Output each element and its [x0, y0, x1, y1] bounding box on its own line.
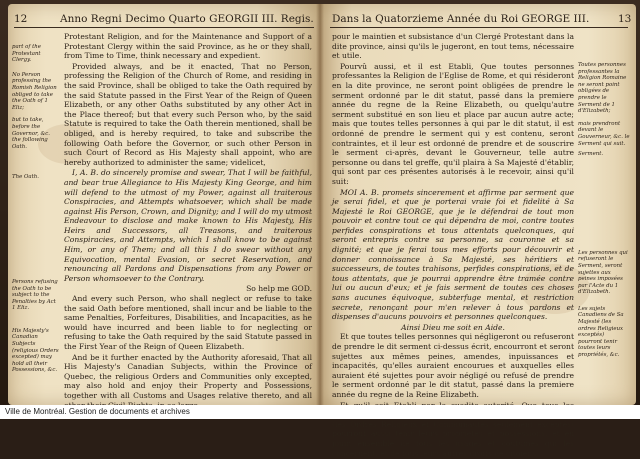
margin-note: Les personnes qui refuseront le Serment, seront sujettes aux peines imposées par l'Acte du 1 d'Elizabeth.: [578, 249, 628, 296]
paragraph: Provided always, and be it enacted, That no Person, professing the Religion of the Church of Rome, and residing in the said Province, shall be obliged to take the Oath required by the said Statute passed in the First Year of the Reign of Queen Elizabeth, or any other Oaths substituted by any other Act in the Place thereof; but that every such Person who, by the said Statute is required to take the Oath therein mentioned, shall be obliged, and is hereby required, to take and subscribe the following Oath before the Governor, or such other Person in such Court of Record as His Majesty shall appoint, who are hereby authorized to administer the same; videlicet,: [64, 61, 312, 167]
book-gutter: [316, 4, 324, 405]
margin-note: Toutes personnes professantes la Religion Romaine ne seront point obligées de prendre le Serment de 1 d'Elizabeth;: [578, 62, 627, 115]
oath-closing: Ainsi Dieu me soit en Aide.: [401, 322, 505, 332]
paragraph: pour le maintien et subsistance d'un Clergé Protestant dans la dite province, ainsi qu'ils le jugeront, en tout tems, nécessaire et utile.: [332, 32, 574, 61]
archive-credit: Ville de Montréal. Gestion de documents et archives: [0, 405, 640, 419]
right-body-text: [332, 32, 574, 459]
right-marginalia: [578, 62, 630, 361]
left-running-head: Anno Regni Decimo Quarto GEORGII III. Regis.: [60, 13, 314, 25]
margin-note: The Oath.: [12, 174, 39, 181]
left-page-number: 12: [14, 13, 28, 25]
right-page-number: 13: [618, 13, 632, 25]
margin-note: part of the Protestant Clergy.: [12, 44, 41, 64]
paragraph: Protestant Religion, and for the Maintenance and Support of a Protestant Clergy within the said Province, as he or they shall, from Time to Time, think necessary and expedient.: [64, 32, 312, 61]
margin-note: but to take, before the Governor, &c. the following Oath.: [12, 117, 51, 150]
header-rule: [330, 27, 628, 28]
oath-paragraph: I, A. B. do sincerely promise and swear, That I will be faithful, and bear true Allegiance to His Majesty King George, and him will defend to the utmost of my Power, against all traiterous Conspiracies, and Attempts whatsoever, which shall be made against His Person, Crown, and Dignity; and I will do my utmost Endeavour to disclose and make known to His Majesty, His Heirs and Successors, all Treasons, and traiterous Conspiracies, and Attempts, which I shall know to be against Him, or any of Them; and all this I do swear without any Equivocation, mental Evasion, or secret Reservation, and renouncing all Pardons and Dispensations from any Power or Person whomsoever to the Contrary.: [64, 168, 312, 283]
header-rule: [14, 27, 314, 28]
margin-note: Les sujets Canadiens de Sa Majesté (les ordres Religieux exceptés) pourront tenir toutes leurs propriétés, &c.: [578, 305, 624, 359]
paragraph: Pourvû aussi, et il est Etabli, Que toutes personnes professantes la Religion de l'Eglise de Rome, et qui résideront en la dite province, ne seront point obligées de prendre le serment ordonné par le dit statut, passé dans la premiere année du regne de la Reine Elizabeth, ou quelqu'autre serment substitué en son lieu et place par aucun autre acte; mais que toutes telles personnes à qui par le dit statut, il est ordonné de prendre le serment qui y est contenu, seront contraintes, et il leur est ordonné de prendre et de souscrire le serment ci-après, devant le Gouverneur, telle autre personne ou dans tel greffe, qu'il plaira à Sa Majesté d'établir, qui sont par ces présentes autorisés à le recevoir, ainsi qu'il suit:: [332, 61, 574, 186]
right-running-head: Dans la Quatorzieme Année du Roi GEORGE III.: [332, 13, 590, 25]
margin-note: Persons refusing the Oath to be subject to the Penalties by Act 1 Eliz.: [12, 278, 58, 312]
oath-closing: So help me GOD.: [246, 284, 312, 294]
paragraph: And every such Person, who shall neglect or refuse to take the said Oath before mentioned, shall incur and be liable to the same Penalties, Forfeitures, Disabilities, and Incapacities, as he would have incurred and been liable to for neglecting or refusing to take the Oath required by the said Statute passed in the First Year of the Reign of Queen Elizabeth.: [64, 294, 312, 351]
paragraph: And be it further enacted by the Authority aforesaid, That all His Majesty's Canadian Subjects, within the Province of Quebec, the religious Orders and Communities only excepted, may also hold and enjoy their Property and Possessions, together with all Customs and Usages relative thereto, and all: [64, 352, 312, 400]
left-body-text: [64, 32, 312, 411]
margin-note: Serment.: [578, 151, 604, 158]
margin-note: mais prendront devant le Gouverneur, &c. le Serment qui suit.: [578, 120, 630, 147]
paragraph: (les Ordres Religieux et Communautés seulement exceptés) pourront aussi tenir leurs propriétés et possessions, et en jouir, ensemble de tous les usages et coutumes qui les concernent, et de tous leurs autres droits de citoiens,: [332, 419, 574, 458]
right-page: [320, 4, 636, 458]
oath-paragraph: MOI A. B. promets sincerement et affirme par serment que je serai fidel, et que je porterai vraie foi et fidelité à Sa Majesté le Roi GEORGE, que je le défendrai de tout mon pouvoir et contre tout ce qui dépendra de moi, contre toutes perfides conspirations et tous attentats quelconques, qui seront entrepris contre sa personne, sa couronne et sa dignité; et que je ferai tous mes efforts pour découvrir et donner connoissance à Sa Majesté, ses héritiers et successeurs, de toutes trahisons, perfides conspirations, et de tous attentats, que je pourrai apprendre être tramée contre lui ou aucun d'eux; et je fais serment de toutes ces choses sans aucunes équivoque, subterfuge mental, et restriction secrete, renonçant pour m'en relever à tous pardons et dispenses d'aucuns pouvoirs et personnes quelconques.: [332, 187, 574, 322]
left-page: [8, 4, 320, 405]
margin-note: No Person professing the Romish Religion obliged to take the Oath of 1 Eliz;: [12, 71, 57, 111]
margin-note: His Majesty's Canadian Subjects (religious Orders excepted) may hold all their Possessions, &c.: [12, 327, 59, 374]
left-marginalia: [12, 44, 60, 376]
paragraph: Et que toutes telles personnes qui négligeront ou refuseront de prendre le dit serment ci-dessus écrit, encourront et seront sujettes aux mêmes peines, amendes, inpuissances et incapacités, qu'elles auraient encourues et auxquelles elles auraient été sujettes pour avoir négligé ou refusé de prendre le serment ordonné par le dit statut, passé dans la premiere année du regne de la Reine Elizabeth.: [332, 332, 574, 399]
